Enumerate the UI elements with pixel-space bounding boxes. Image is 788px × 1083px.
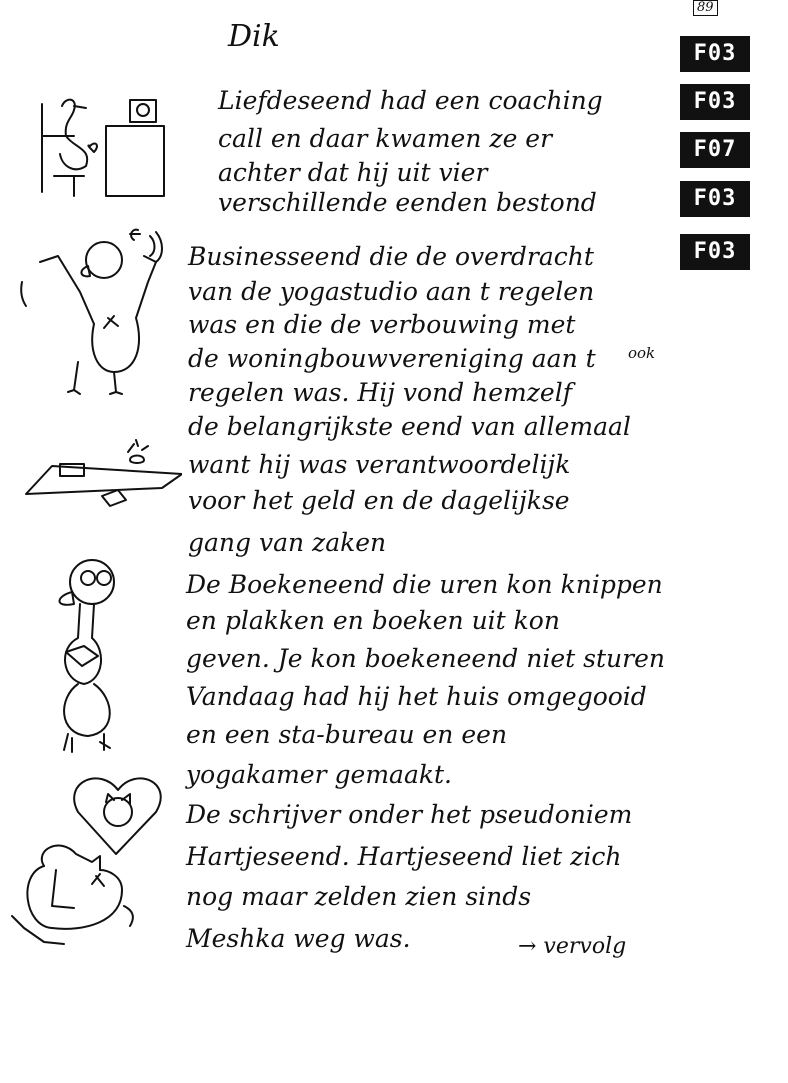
stamp-3: F07 bbox=[680, 132, 750, 168]
desk-with-cup-icon bbox=[22, 438, 182, 518]
stamp-1: F03 bbox=[680, 36, 750, 72]
text-line: gang van zaken bbox=[188, 528, 387, 557]
text-line: Liefdeseend had een coaching bbox=[218, 86, 603, 115]
text-line: want hij was verantwoordelijk bbox=[188, 450, 571, 479]
text-line: van de yogastudio aan t regelen bbox=[188, 277, 595, 306]
text-line: de woningbouwvereniging aan t bbox=[188, 344, 596, 373]
page-title: Dik bbox=[228, 19, 280, 54]
text-line: achter dat hij uit vier bbox=[218, 158, 488, 187]
text-line: Hartjeseend. Hartjeseend liet zich bbox=[186, 842, 622, 871]
text-line: Vandaag had hij het huis omgegooid bbox=[186, 682, 647, 711]
business-duck-with-phone-icon bbox=[18, 222, 188, 402]
text-line: Businesseend die de overdracht bbox=[188, 242, 594, 271]
heart-cat-and-duck-icon bbox=[4, 766, 174, 956]
continue-label: → vervolg bbox=[518, 934, 627, 959]
book-duck-with-glasses-icon bbox=[44, 558, 154, 758]
text-line: was en die de verbouwing met bbox=[188, 310, 576, 339]
text-line: yogakamer gemaakt. bbox=[186, 760, 452, 789]
text-line: verschillende eenden bestond bbox=[218, 188, 597, 217]
stamp-4: F03 bbox=[680, 181, 750, 217]
text-line: nog maar zelden zien sinds bbox=[186, 882, 532, 911]
text-line: Meshka weg was. bbox=[186, 924, 411, 953]
insertion-ook: ook bbox=[628, 344, 656, 362]
text-line: de belangrijkste eend van allemaal bbox=[188, 412, 631, 441]
text-line: en plakken en boeken uit kon bbox=[186, 606, 560, 635]
text-line: De Boekeneend die uren kon knippen bbox=[186, 570, 663, 599]
stamp-2: F03 bbox=[680, 84, 750, 120]
text-line: geven. Je kon boekeneend niet sturen bbox=[186, 644, 665, 673]
stamp-5: F03 bbox=[680, 234, 750, 270]
text-line: regelen was. Hij vond hemzelf bbox=[188, 378, 572, 407]
duck-on-chair-video-call-icon bbox=[34, 96, 174, 206]
page-number: 89 bbox=[693, 0, 718, 16]
text-line: call en daar kwamen ze er bbox=[218, 124, 553, 153]
text-line: en een sta-bureau en een bbox=[186, 720, 508, 749]
text-line: De schrijver onder het pseudoniem bbox=[186, 800, 633, 829]
text-line: voor het geld en de dagelijkse bbox=[188, 486, 570, 515]
